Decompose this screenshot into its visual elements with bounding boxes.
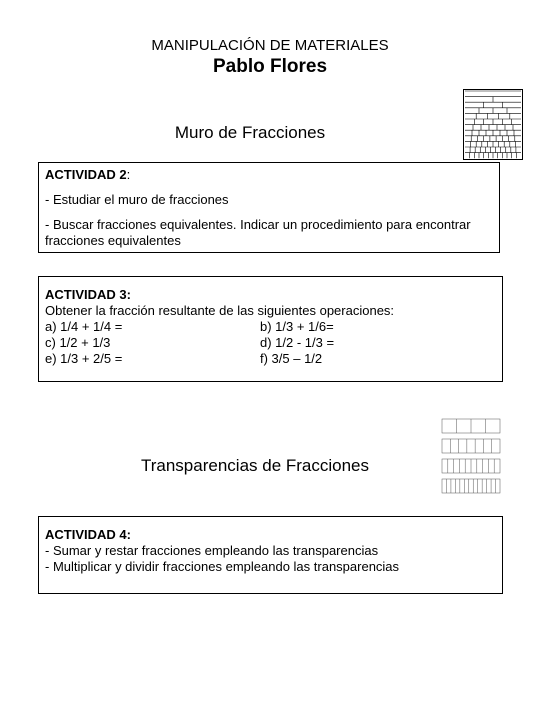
activity-4-label: ACTIVIDAD 4: <box>45 527 131 542</box>
operation-e: e) 1/3 + 2/5 = <box>45 351 123 366</box>
operation-b: b) 1/3 + 1/6= <box>260 319 334 334</box>
activity-2-heading <box>45 167 493 183</box>
operations-row-3 <box>45 351 496 367</box>
activity-2-box <box>38 162 500 253</box>
activity-2-label: ACTIVIDAD 2 <box>45 167 127 182</box>
operations-row-2 <box>45 335 496 351</box>
document-heading: MANIPULACIÓN DE MATERIALES <box>151 37 389 54</box>
activity-4-item-1: - Sumar y restar fracciones empleando las transparencias <box>45 543 379 558</box>
activity-3-box <box>38 276 503 382</box>
section-title-muro: Muro de Fracciones <box>174 123 326 142</box>
author-name: Pablo Flores <box>212 56 328 77</box>
operation-d: d) 1/2 - 1/3 = <box>260 335 335 350</box>
activity-4-item-2: - Multiplicar y dividir fracciones empleando las transparencias <box>45 559 400 574</box>
activity-4-box <box>38 516 503 594</box>
operation-f: f) 3/5 – 1/2 <box>260 351 323 366</box>
activity-2-item-2: - Buscar fracciones equivalentes. Indicar un procedimiento para encontrar fracciones equivalentes <box>45 217 471 248</box>
operation-c: c) 1/2 + 1/3 <box>45 335 111 350</box>
activity-3-intro: Obtener la fracción resultante de las siguientes operaciones: <box>45 303 395 318</box>
activity-2-label-suffix: : <box>126 167 131 182</box>
operation-a: a) 1/4 + 1/4 = <box>45 319 123 334</box>
operations-row-1 <box>45 319 496 335</box>
fraction-transparencies-icon <box>440 415 502 497</box>
activity-3-label: ACTIVIDAD 3: <box>45 287 131 302</box>
fraction-wall-icon <box>463 89 523 160</box>
section-title-transparencias: Transparencias de Fracciones <box>140 456 370 475</box>
activity-2-item-1: - Estudiar el muro de fracciones <box>45 192 229 207</box>
